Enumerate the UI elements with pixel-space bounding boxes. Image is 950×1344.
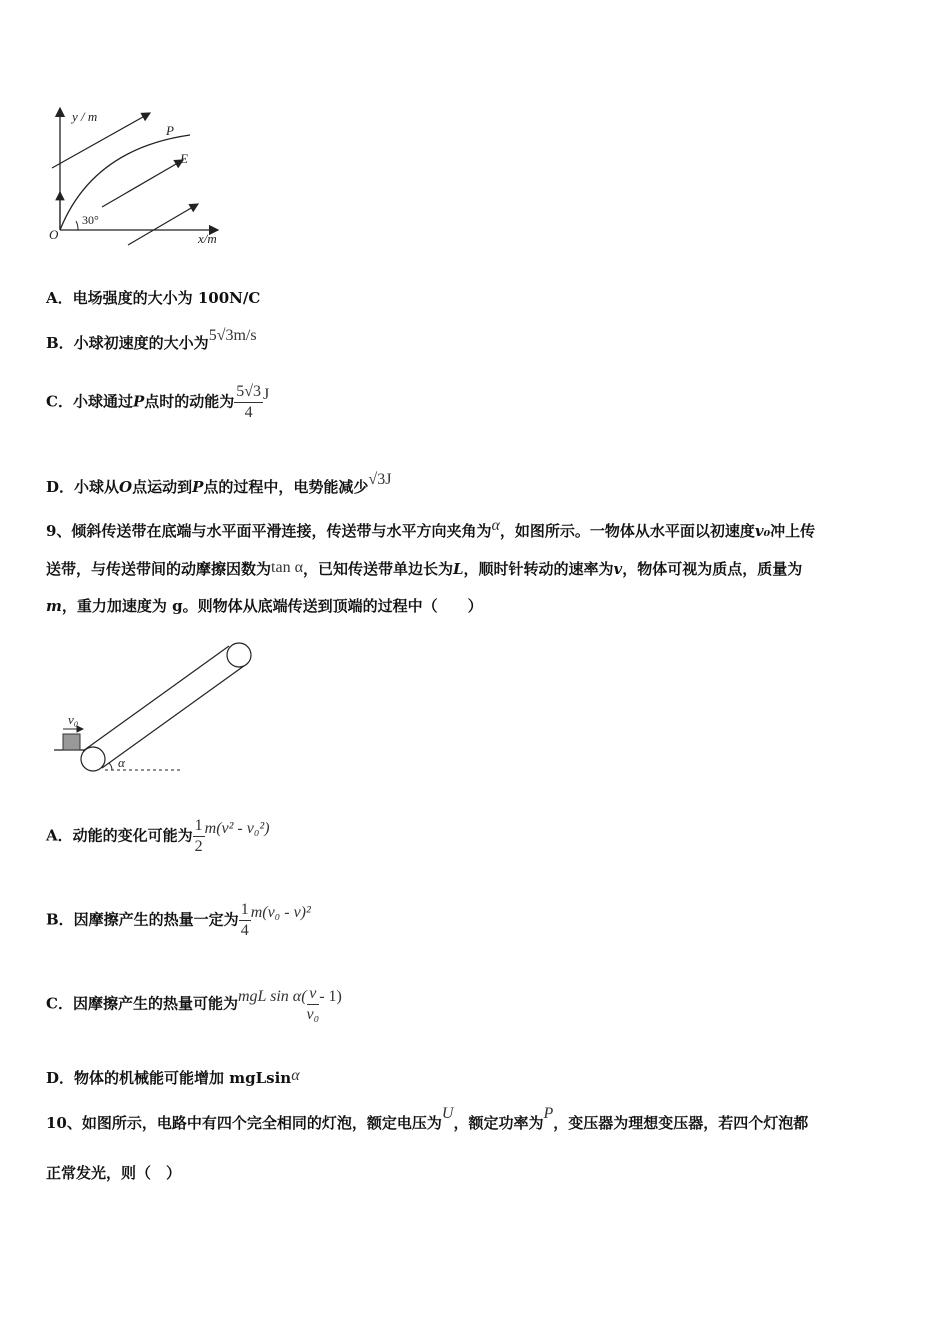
- q9-text: ，重力加速度为 g。则物体从底端传送到顶端的过程中（ ）: [61, 597, 483, 615]
- q9-text: ，已知传送带单边长为: [302, 560, 453, 578]
- x-axis-label: x/m: [198, 231, 217, 246]
- q8-option-a: A．电场强度的大小为 100N/C: [46, 289, 261, 307]
- q9-line-1: [46, 517, 816, 541]
- q8-option-b-text: B．小球初速度的大小为: [46, 334, 209, 352]
- q9-option-a-fraction: [193, 816, 205, 857]
- q8-option-c: [46, 382, 269, 423]
- field-line: [102, 160, 183, 207]
- q9-option-b-fraction: [239, 900, 251, 941]
- q8-option-d-text-pre: D．小球从: [46, 478, 120, 496]
- angle-arc: [76, 221, 78, 230]
- fraction-denominator: 4: [244, 404, 253, 421]
- q8-option-d-var-p: P: [192, 478, 204, 496]
- length-symbol: L: [452, 560, 464, 578]
- alpha-label: α: [118, 755, 125, 770]
- q9-text: 冲上传: [770, 522, 816, 540]
- q9-option-c-text: C．因摩擦产生的热量可能为: [46, 994, 238, 1013]
- q9-option-a: [46, 816, 270, 857]
- q9-option-a-expr: m(v² - v₀²): [204, 819, 270, 837]
- v0-symbol: v₀: [754, 522, 771, 540]
- q10-text: ，变压器为理想变压器，若四个灯泡都: [553, 1114, 809, 1132]
- belt-lower: [102, 663, 248, 768]
- block: [63, 734, 80, 750]
- alpha-arc: [109, 763, 112, 770]
- q8-option-d-math: √3J: [368, 471, 392, 488]
- q9-text: 9、倾斜传送带在底端与水平面平滑连接，传送带与水平方向夹角为: [46, 522, 492, 540]
- q9-line-3: [46, 597, 483, 615]
- top-pulley: [227, 643, 251, 667]
- mass-symbol: m: [46, 597, 62, 615]
- q8-option-c-text-pre: C．小球通过: [46, 392, 133, 411]
- q10-line-2: 正常发光，则（ ）: [46, 1164, 182, 1182]
- q9-option-d-text: D．物体的机械能可能增加 mgLsin: [46, 1069, 292, 1087]
- q9-option-c: [46, 984, 342, 1025]
- fraction-numerator: 1: [193, 816, 205, 837]
- voltage-symbol: U: [441, 1105, 454, 1122]
- q10-line-1: [46, 1105, 809, 1133]
- fraction-numerator: 1: [239, 900, 251, 921]
- origin-label: O: [49, 227, 59, 242]
- point-p-label: P: [166, 123, 174, 138]
- q8-option-c-fraction: [234, 382, 263, 423]
- q8-option-b-math: 5√3m/s: [208, 327, 257, 344]
- trajectory-curve: [60, 135, 190, 230]
- q8-option-d-text-mid: 点运动到: [132, 478, 193, 496]
- q9-option-a-text: A．动能的变化可能为: [46, 826, 193, 845]
- q8-option-c-text-post: 点时的动能为: [144, 392, 235, 411]
- y-axis-label: y / m: [72, 109, 98, 124]
- tan-alpha: tan α: [271, 559, 303, 576]
- fraction-denominator: v₀: [306, 1006, 320, 1023]
- q10-text: ，额定功率为: [453, 1114, 544, 1132]
- speed-symbol: v: [613, 560, 623, 578]
- q8-option-c-unit: J: [263, 385, 270, 403]
- q8-option-c-var: P: [132, 392, 145, 411]
- belt-upper: [83, 646, 229, 751]
- q9-option-d: [46, 1067, 300, 1088]
- alpha-symbol: α: [291, 1067, 300, 1084]
- q8-option-b: [46, 327, 257, 353]
- q8-option-d: [46, 471, 392, 497]
- q9-option-c-expr-pre: mgL sin α(: [237, 987, 307, 1005]
- v0-label: v₀: [68, 712, 79, 727]
- conveyor-diagram: [50, 638, 260, 778]
- q9-option-b: [46, 900, 311, 941]
- q9-text: 送带，与传送带间的动摩擦因数为: [46, 560, 272, 578]
- q9-line-2: [46, 560, 802, 579]
- fraction-numerator: v: [307, 984, 320, 1005]
- power-symbol: P: [543, 1105, 554, 1122]
- bottom-pulley: [81, 747, 105, 771]
- q9-text: ，顺时针转动的速率为: [463, 560, 614, 578]
- field-line: [52, 113, 150, 168]
- field-e-label: E: [180, 151, 188, 166]
- q8-option-d-var-o: O: [119, 478, 133, 496]
- q9-text: ，物体可视为质点，质量为: [622, 560, 803, 578]
- angle-label: 30°: [82, 213, 99, 227]
- q9-option-b-text: B．因摩擦产生的热量一定为: [46, 910, 239, 929]
- q8-option-d-text-post: 点的过程中，电势能减少: [203, 478, 369, 496]
- fraction-denominator: 4: [240, 922, 249, 939]
- alpha-symbol: α: [491, 517, 500, 534]
- fraction-denominator: 2: [194, 838, 203, 855]
- field-line: [128, 204, 198, 245]
- q10-text: 10、如图所示，电路中有四个完全相同的灯泡，额定电压为: [46, 1114, 442, 1132]
- q9-option-c-expr-post: - 1): [319, 987, 342, 1005]
- fraction-numerator: 5√3: [234, 382, 263, 403]
- q9-text: ，如图所示。一物体从水平面以初速度: [499, 522, 755, 540]
- field-diagram: [40, 100, 240, 250]
- q9-option-b-expr: m(v₀ - v)²: [250, 903, 311, 921]
- q9-option-c-fraction: [307, 984, 320, 1025]
